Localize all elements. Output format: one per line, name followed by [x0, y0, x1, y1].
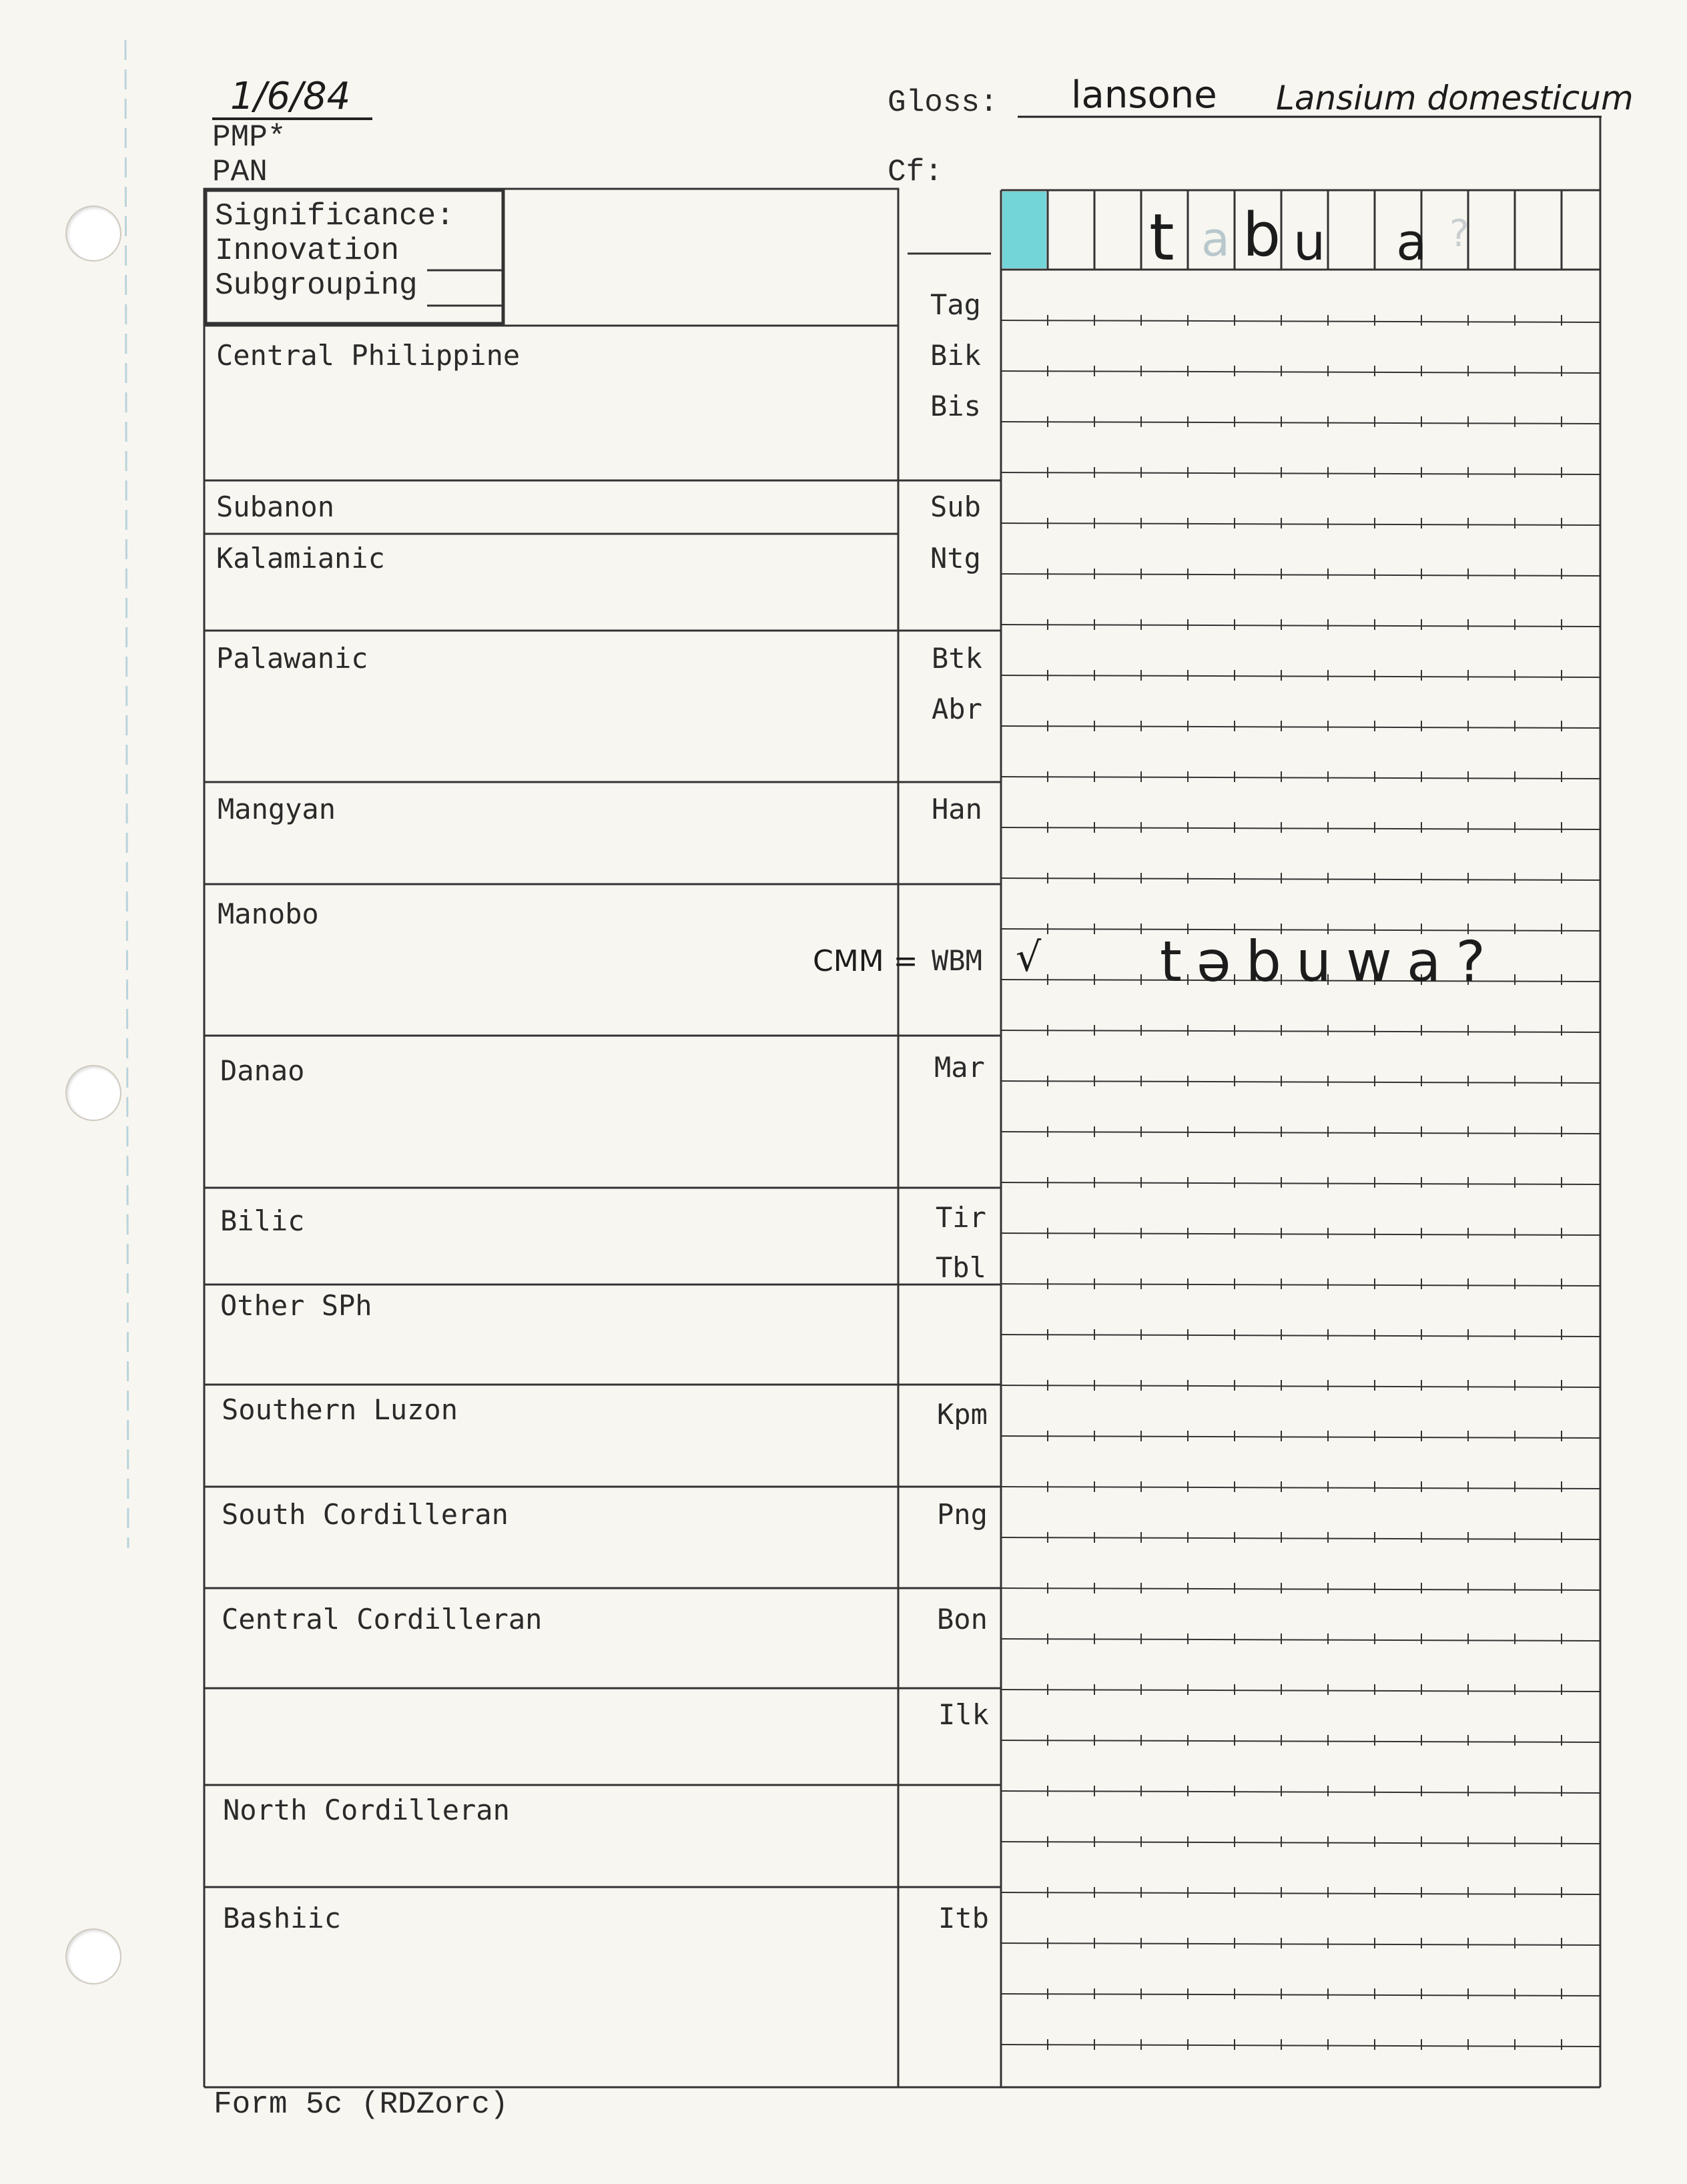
group-mangyan: Mangyan [218, 793, 336, 825]
group-southern-luzon: Southern Luzon [222, 1393, 458, 1426]
ruled-line [1001, 1233, 1600, 1235]
ruled-line [1001, 726, 1600, 728]
ruled-line [1001, 625, 1600, 627]
ruled-line [1001, 1639, 1600, 1641]
ruled-line [1001, 1994, 1600, 1996]
lang-sub: Sub [930, 490, 981, 523]
lang-abr: Abr [932, 693, 982, 725]
date-text: 1/6/84 [230, 75, 351, 118]
ruled-line [1001, 371, 1600, 373]
ruled-line [1001, 1284, 1600, 1286]
wbm-note: CMM = [813, 944, 918, 978]
ruled-line [1001, 1690, 1600, 1692]
recon-letter-b: b [1243, 200, 1281, 270]
highlight-cell [1002, 192, 1046, 268]
ruled-line [1001, 878, 1600, 880]
group-bilic: Bilic [220, 1204, 305, 1237]
ruled-line [1001, 1030, 1600, 1032]
form-label: Form 5c (RDZorc) [214, 2087, 509, 2122]
lang-mar: Mar [934, 1051, 985, 1084]
ruled-line [1001, 1487, 1600, 1489]
wbm-form: təbuwa? [1160, 929, 1500, 994]
recon-letter-glottal: ? [1449, 212, 1469, 256]
ruled-line [1001, 574, 1600, 576]
ruled-line [1001, 827, 1600, 829]
lang-bik: Bik [930, 339, 981, 372]
lang-ilk: Ilk [938, 1698, 989, 1731]
ruled-line [1001, 523, 1600, 525]
ruled-line [1001, 1436, 1600, 1438]
lang-tag: Tag [930, 288, 981, 321]
lang-itb: Itb [938, 1902, 989, 1934]
ruled-line [1001, 422, 1600, 424]
group-other-sph: Other SPh [220, 1289, 372, 1322]
ruled-line [1001, 472, 1600, 474]
cf-label: Cf: [888, 155, 943, 190]
lang-btk: Btk [932, 642, 982, 675]
ruled-line [1001, 777, 1600, 779]
group-danao: Danao [220, 1054, 305, 1087]
pmp-label: PMP* [212, 120, 286, 155]
group-palawanic: Palawanic [216, 642, 368, 675]
group-subanon: Subanon [216, 490, 335, 523]
ruled-line [1001, 1182, 1600, 1184]
lang-tir: Tir [936, 1201, 986, 1234]
recon-letter-t: t [1149, 200, 1174, 275]
ruled-line [1001, 1842, 1600, 1844]
ruled-line [1001, 1588, 1600, 1590]
group-north-cordilleran: North Cordilleran [223, 1794, 510, 1826]
wbm-check: √ [1016, 934, 1042, 981]
lang-ntg: Ntg [930, 542, 981, 575]
ruled-line [1001, 1740, 1600, 1742]
ruled-line [1001, 1385, 1600, 1387]
ruled-line [1001, 675, 1600, 677]
lang-png: Png [937, 1498, 988, 1531]
recon-letter-u: u [1293, 212, 1326, 272]
group-central-philippine: Central Philippine [216, 339, 521, 372]
ruled-line [1001, 2045, 1600, 2047]
pan-label: PAN [212, 155, 268, 190]
lang-tbl: Tbl [936, 1251, 986, 1284]
ruled-line [1001, 1943, 1600, 1945]
gloss-scientific: Lansium domesticum [1276, 79, 1634, 117]
ruled-line [1001, 1081, 1600, 1083]
group-central-cordilleran: Central Cordilleran [222, 1603, 543, 1635]
lang-bis: Bis [930, 390, 981, 422]
group-south-cordilleran: South Cordilleran [222, 1498, 509, 1531]
ruled-line [1001, 1537, 1600, 1539]
ruled-line [1001, 320, 1600, 322]
lang-han: Han [932, 793, 982, 825]
lang-wbm: WBM [932, 944, 982, 977]
gloss-value: lansone [1071, 73, 1217, 117]
innovation-label: Innovation [215, 234, 400, 268]
group-kalamianic: Kalamianic [216, 542, 385, 575]
subgrouping-label: Subgrouping [215, 268, 418, 303]
ruled-line [1001, 1892, 1600, 1894]
ruled-line [1001, 1335, 1600, 1337]
ruled-line [1001, 1132, 1600, 1134]
group-manobo: Manobo [218, 897, 319, 930]
significance-title: Significance: [215, 199, 454, 234]
lang-bon: Bon [937, 1603, 988, 1635]
gloss-label: Gloss: [888, 85, 998, 120]
ruled-line [1001, 1791, 1600, 1793]
recon-letter-a2: a [1396, 212, 1427, 272]
lang-kpm: Kpm [937, 1398, 988, 1431]
group-bashiic: Bashiic [223, 1902, 342, 1934]
recon-letter-a: a [1201, 212, 1230, 267]
